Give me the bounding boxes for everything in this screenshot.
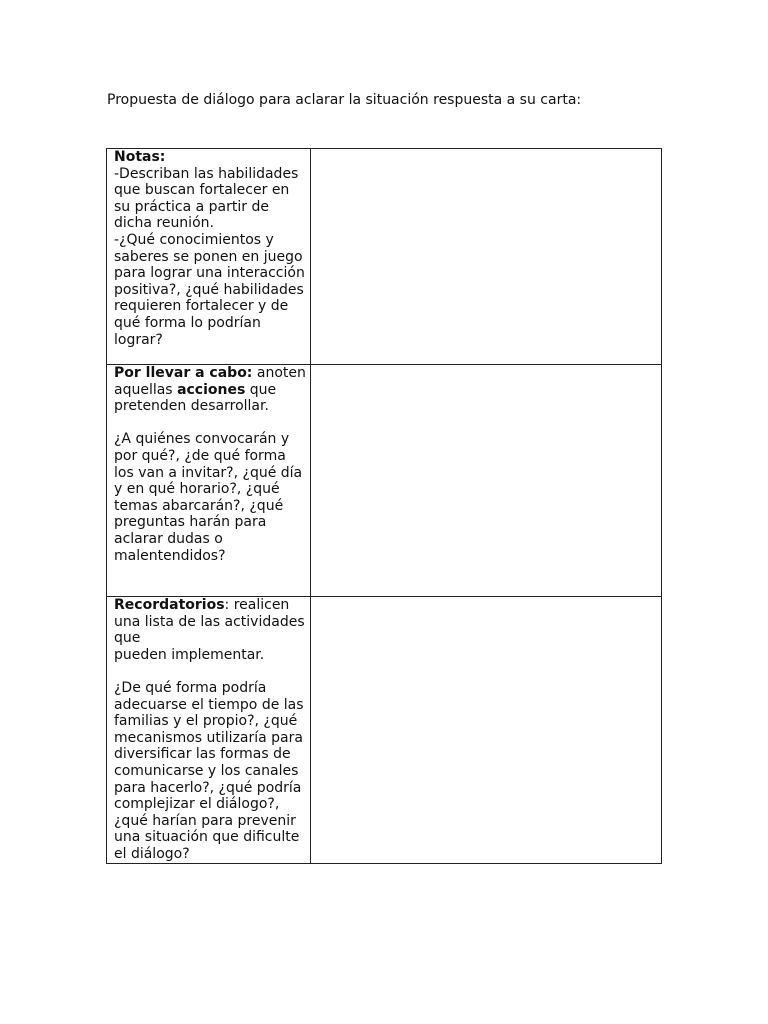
action-line-2 bbox=[114, 382, 304, 399]
blank-line bbox=[114, 663, 304, 680]
blank-line bbox=[114, 415, 304, 432]
notes-line: dicha reunión. bbox=[114, 215, 214, 232]
reminder-question-line: ¿qué harían para prevenir bbox=[114, 812, 296, 829]
action-line-3: pretenden desarrollar. bbox=[114, 398, 269, 415]
action-keyword: acciones bbox=[177, 381, 246, 398]
action-title-line bbox=[114, 365, 304, 382]
notes-prompt-cell bbox=[107, 149, 311, 365]
reminder-question-line: para hacerlo?, ¿qué podría bbox=[114, 779, 302, 796]
action-question-line: aclarar dudas o bbox=[114, 530, 223, 547]
reminder-title: Recordatorios bbox=[114, 597, 225, 613]
notes-line: para lograr una interacción bbox=[114, 265, 305, 282]
reminder-question-line: familias y el propio?, ¿qué bbox=[114, 713, 298, 730]
action-line2-pre: aquellas bbox=[114, 381, 178, 398]
action-question-line: malentendidos? bbox=[114, 547, 226, 564]
reminder-question-line: ¿De qué forma podría bbox=[114, 679, 267, 696]
reminder-question-line: el diálogo? bbox=[114, 845, 190, 862]
action-question-line: por qué?, ¿de qué forma bbox=[114, 447, 286, 464]
notes-title: Notas: bbox=[114, 149, 166, 165]
action-line2-post: que bbox=[245, 381, 277, 398]
table-row-por-llevar-a-cabo bbox=[107, 365, 662, 597]
table-row-recordatorios bbox=[107, 597, 662, 864]
reminder-intro-line: una lista de las actividades bbox=[114, 613, 305, 630]
notes-line: requieren fortalecer y de bbox=[114, 298, 289, 315]
reminder-title-line bbox=[114, 597, 304, 614]
notes-line: qué forma lo podrían bbox=[114, 314, 261, 331]
notes-line: que buscan fortalecer en bbox=[114, 182, 290, 199]
reminder-prompt-cell bbox=[107, 597, 311, 864]
reminder-intro-line: pueden implementar. bbox=[114, 646, 265, 663]
reminder-intro-line: que bbox=[114, 630, 141, 647]
action-title-tail: anoten bbox=[252, 365, 306, 381]
reminder-question-line: adecuarse el tiempo de las bbox=[114, 696, 304, 713]
notes-line: -Describan las habilidades bbox=[114, 165, 299, 182]
reminder-question-line: comunicarse y los canales bbox=[114, 762, 299, 779]
reminder-question-line: mecanismos utilizaría para bbox=[114, 729, 303, 746]
action-title: Por llevar a cabo: bbox=[114, 365, 253, 381]
reminder-question-line: una situación que dificulte bbox=[114, 829, 300, 846]
table-row-notas bbox=[107, 149, 662, 365]
notes-line: su práctica a partir de bbox=[114, 198, 269, 215]
dialogue-proposal-table bbox=[106, 148, 662, 864]
action-question-line: ¿A quiénes convocarán y bbox=[114, 431, 290, 448]
action-response-cell[interactable] bbox=[311, 365, 662, 597]
page-heading: Propuesta de diálogo para aclarar la situación respuesta a su carta: bbox=[107, 92, 582, 108]
action-question-line: los van a invitar?, ¿qué día bbox=[114, 464, 303, 481]
action-question-line: preguntas harán para bbox=[114, 514, 267, 531]
notes-line: saberes se ponen en juego bbox=[114, 248, 303, 265]
reminder-title-tail: : realicen bbox=[224, 597, 290, 613]
reminder-question-line: diversificar las formas de bbox=[114, 746, 291, 763]
notes-line: lograr? bbox=[114, 331, 163, 348]
action-question-line: temas abarcarán?, ¿qué bbox=[114, 497, 284, 514]
reminder-question-line: complejizar el diálogo?, bbox=[114, 796, 280, 813]
notes-response-cell[interactable] bbox=[311, 149, 662, 365]
reminder-response-cell[interactable] bbox=[311, 597, 662, 864]
action-prompt-cell bbox=[107, 365, 311, 597]
notes-line: positiva?, ¿qué habilidades bbox=[114, 281, 304, 298]
action-question-line: y en qué horario?, ¿qué bbox=[114, 481, 280, 498]
notes-line: -¿Qué conocimientos y bbox=[114, 231, 274, 248]
